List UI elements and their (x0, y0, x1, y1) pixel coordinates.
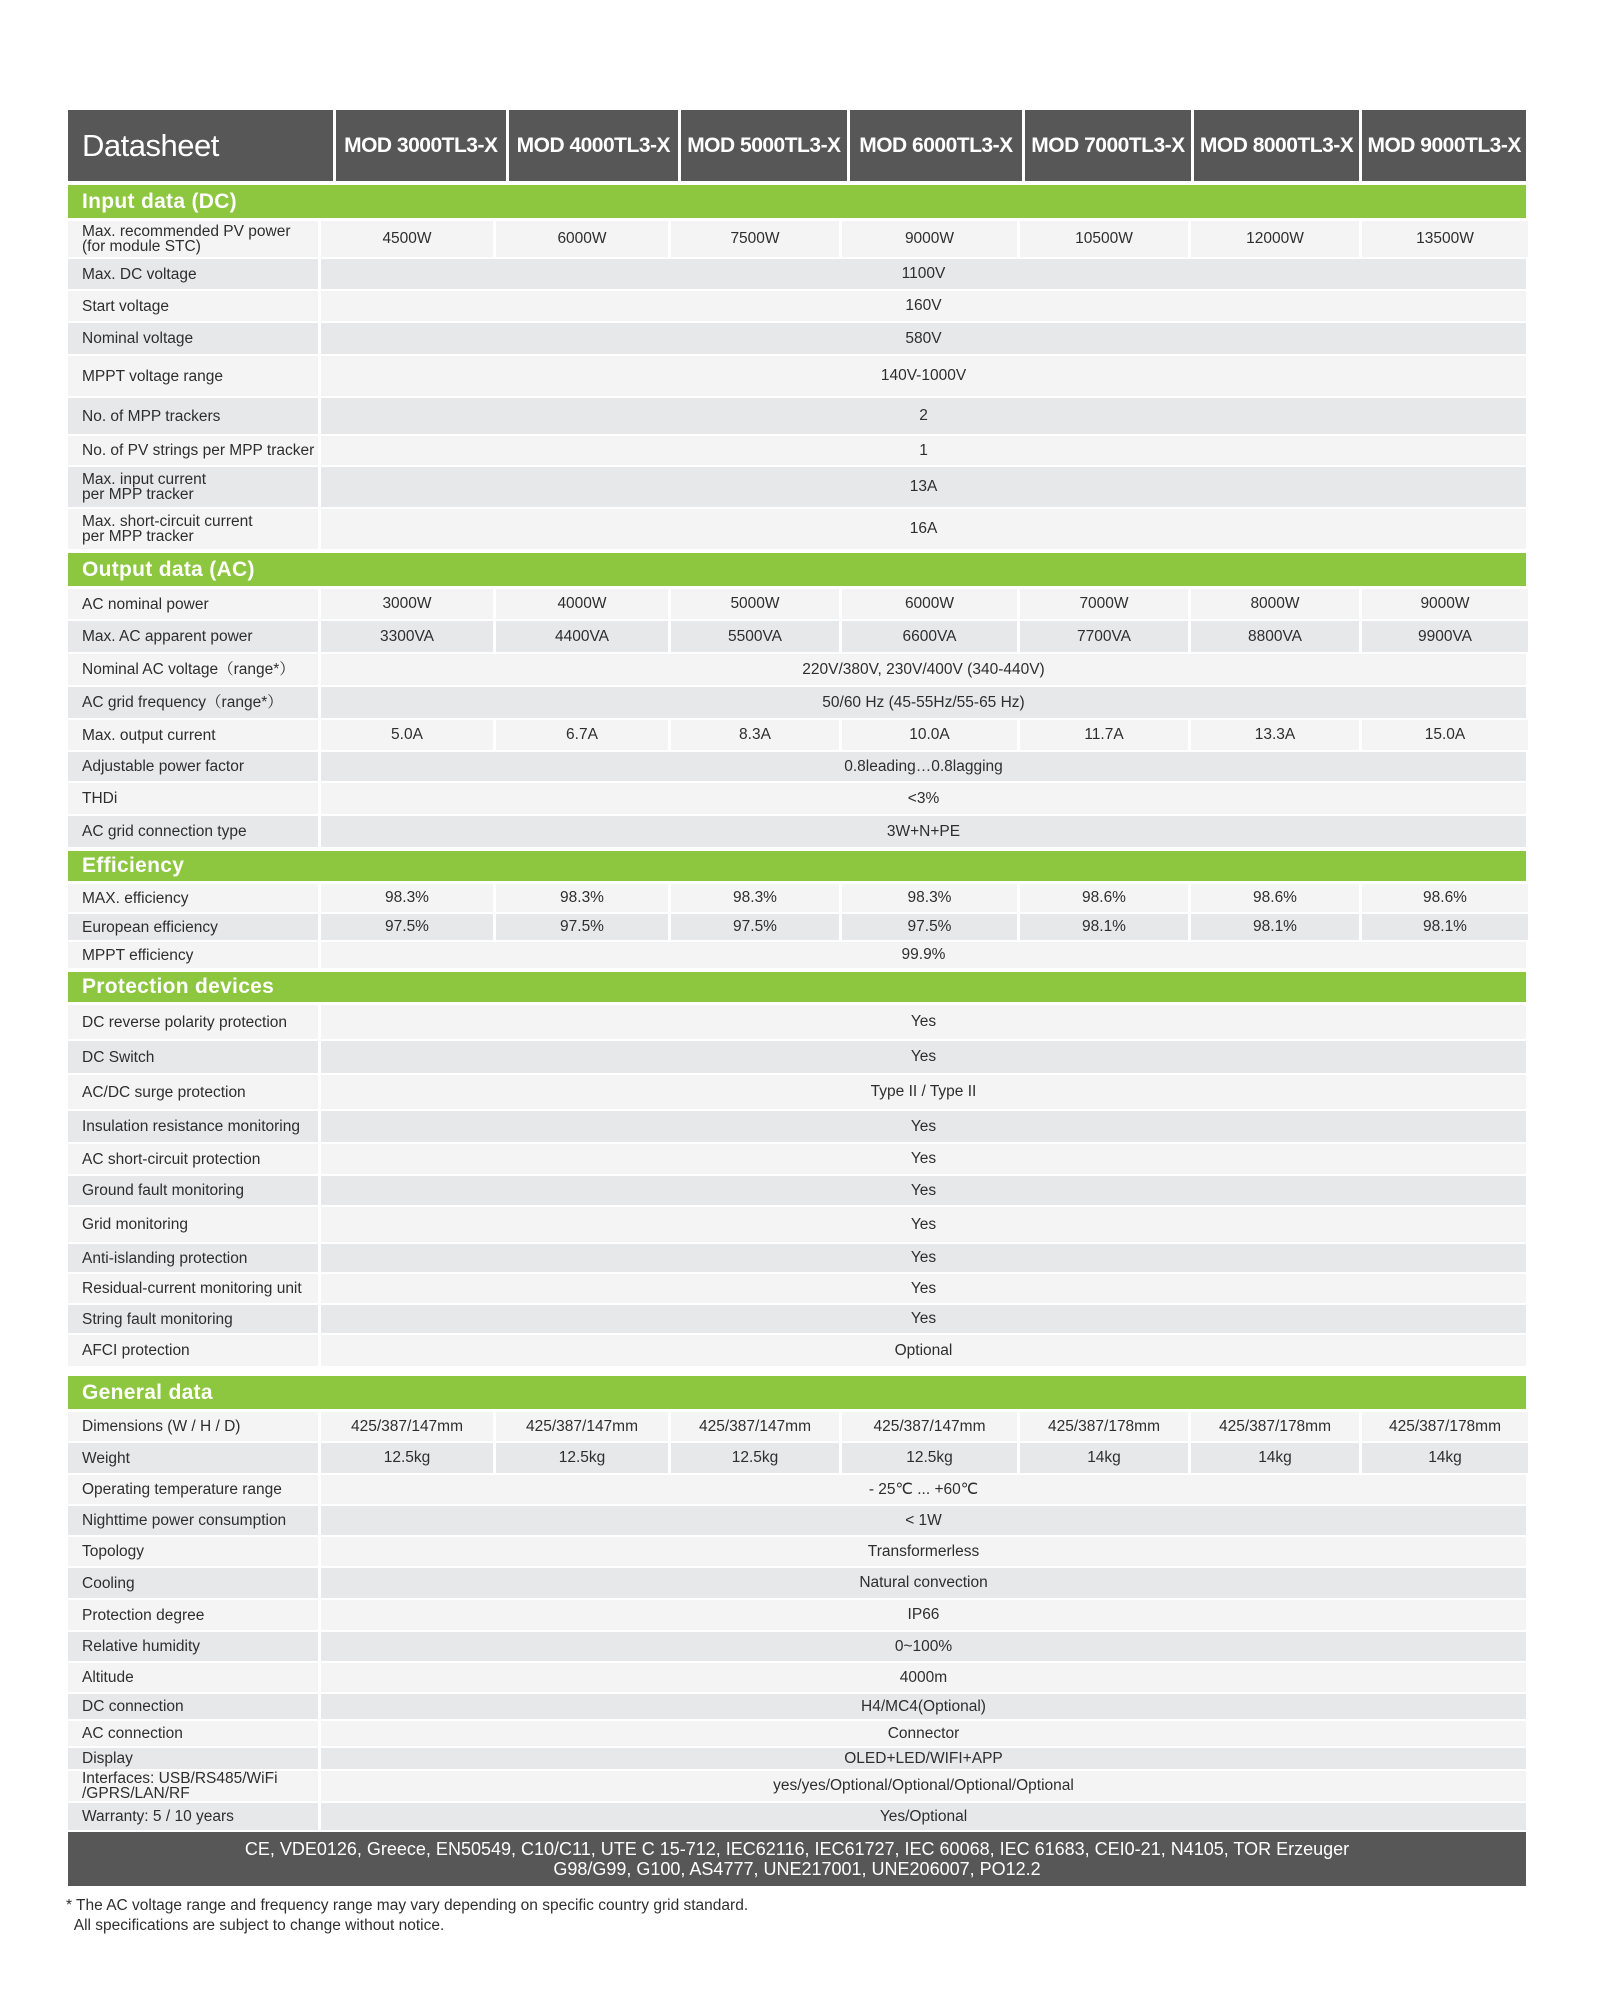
spec-label-line: Anti-islanding protection (82, 1249, 248, 1267)
spec-value: 12.5kg (496, 1443, 668, 1473)
spec-value: 6000W (496, 221, 668, 257)
certifications-line: CE, VDE0126, Greece, EN50549, C10/C11, UTE C 15-712, IEC62116, IEC61727, IEC 60068, IEC 61683, CEI0-21, N4105, TOR Erzeuger (244, 1839, 1350, 1859)
spec-row (68, 1803, 1526, 1832)
spec-value-merged: - 25℃ ... +60℃ (321, 1475, 1526, 1504)
spec-label-line: /GPRS/LAN/RF (82, 1785, 190, 1802)
footnote-line: All specifications are subject to change without notice. (66, 1917, 445, 1934)
spec-label-line: Relative humidity (82, 1638, 201, 1655)
spec-value: 13500W (1362, 221, 1528, 257)
spec-label (68, 1600, 318, 1630)
spec-value: 3000W (321, 589, 493, 619)
spec-row (68, 1568, 1526, 1600)
spec-label (68, 1244, 318, 1272)
spec-value: 4400VA (496, 621, 668, 652)
spec-label-line: per MPP tracker (82, 528, 194, 545)
spec-label-line: AC grid frequency（range*） (82, 694, 283, 711)
spec-label-line: Nominal voltage (82, 330, 194, 347)
spec-label (68, 1144, 318, 1174)
spec-value-merged: Type II / Type II (321, 1075, 1526, 1109)
spec-label (68, 1632, 318, 1661)
spec-row (68, 816, 1526, 849)
spec-label (68, 1694, 318, 1719)
spec-label (68, 1305, 318, 1333)
spec-value-merged: Yes (321, 1176, 1526, 1205)
spec-value: 5.0A (321, 720, 493, 750)
spec-value-merged: Natural convection (321, 1568, 1526, 1598)
spec-label-line: AFCI protection (82, 1342, 190, 1359)
spec-value: 425/387/147mm (671, 1412, 839, 1441)
spec-value: 15.0A (1362, 720, 1528, 750)
spec-label-line: per MPP tracker (82, 486, 194, 503)
spec-value: 11.7A (1020, 720, 1188, 750)
spec-label (68, 1721, 318, 1746)
spec-value: 8.3A (671, 720, 839, 750)
spec-label-line: Grid monitoring (82, 1216, 188, 1233)
model-header: MOD 7000TL3-X (1025, 110, 1191, 181)
spec-value: 9000W (1362, 589, 1528, 619)
spec-value: 4000W (496, 589, 668, 619)
section-header: Output data (AC) (68, 553, 1526, 586)
spec-label (68, 752, 318, 781)
spec-label (68, 687, 318, 718)
spec-label (68, 467, 318, 507)
spec-value: 6000W (842, 589, 1017, 619)
spec-value-merged: 580V (321, 323, 1526, 354)
spec-label-line: DC Switch (82, 1048, 155, 1066)
spec-label (68, 1274, 318, 1303)
spec-value: 97.5% (496, 914, 668, 940)
spec-label-line: Residual-current monitoring unit (82, 1280, 302, 1297)
spec-row (68, 1632, 1526, 1663)
spec-label (68, 654, 318, 685)
spec-value: 8800VA (1191, 621, 1359, 652)
spec-label (68, 221, 318, 257)
spec-value: 14kg (1020, 1443, 1188, 1473)
spec-value-merged: 13A (321, 467, 1526, 507)
spec-label (68, 1663, 318, 1692)
spec-row (68, 1144, 1526, 1176)
spec-row (68, 1176, 1526, 1207)
datasheet-title: Datasheet (68, 110, 333, 181)
spec-row (68, 1005, 1526, 1041)
spec-label-line: Max. output current (82, 726, 216, 744)
spec-label (68, 291, 318, 321)
spec-label (68, 1771, 318, 1801)
spec-label-line: String fault monitoring (82, 1310, 233, 1328)
spec-value-merged: Yes (321, 1305, 1526, 1333)
spec-value-merged: IP66 (321, 1600, 1526, 1630)
spec-row (68, 1748, 1526, 1771)
spec-value: 4500W (321, 221, 493, 257)
spec-value: 98.3% (842, 884, 1017, 912)
spec-label-line: AC short-circuit protection (82, 1150, 261, 1168)
spec-value-merged: 220V/380V, 230V/400V (340-440V) (321, 654, 1526, 685)
spec-value-merged: 1100V (321, 259, 1526, 289)
spec-row (68, 884, 1526, 914)
spec-row (68, 1274, 1526, 1305)
spec-value-merged: Yes (321, 1244, 1526, 1272)
spec-value: 98.1% (1020, 914, 1188, 940)
spec-value: 98.1% (1362, 914, 1528, 940)
spec-value: 10500W (1020, 221, 1188, 257)
spec-value-merged: yes/yes/Optional/Optional/Optional/Optional (321, 1771, 1526, 1801)
spec-row (68, 1111, 1526, 1144)
spec-value: 97.5% (842, 914, 1017, 940)
spec-value-merged: Transformerless (321, 1537, 1526, 1566)
spec-label-line: AC nominal power (82, 595, 209, 613)
spec-value-merged: OLED+LED/WIFI+APP (321, 1748, 1526, 1769)
spec-value: 12.5kg (671, 1443, 839, 1473)
spec-label (68, 816, 318, 847)
spec-label (68, 356, 318, 396)
spec-value: 5000W (671, 589, 839, 619)
spec-value: 7700VA (1020, 621, 1188, 652)
spec-label-line: MPPT efficiency (82, 946, 194, 964)
spec-label-line: Warranty: 5 / 10 years (82, 1808, 234, 1825)
footnote-line: * The AC voltage range and frequency range may vary depending on specific country grid standard. (66, 1897, 749, 1914)
spec-label-line: Max. DC voltage (82, 265, 197, 283)
spec-label-line: THDi (82, 790, 118, 807)
spec-value-merged: 99.9% (321, 942, 1526, 968)
spec-label-line: AC connection (82, 1725, 183, 1742)
spec-value-merged: 3W+N+PE (321, 816, 1526, 847)
spec-value: 7500W (671, 221, 839, 257)
spec-label-line: Display (82, 1750, 133, 1767)
spec-value-merged: 0.8leading…0.8lagging (321, 752, 1526, 781)
spec-value-merged: H4/MC4(Optional) (321, 1694, 1526, 1719)
spec-value: 425/387/178mm (1191, 1412, 1359, 1441)
model-header: MOD 3000TL3-X (336, 110, 506, 181)
spec-value-merged: Yes (321, 1111, 1526, 1142)
spec-label-line: DC connection (82, 1698, 184, 1715)
spec-value-merged: < 1W (321, 1506, 1526, 1535)
spec-label-line: European efficiency (82, 918, 218, 936)
spec-value-merged: <3% (321, 783, 1526, 814)
spec-value: 8000W (1191, 589, 1359, 619)
spec-value-merged: 4000m (321, 1663, 1526, 1692)
spec-row (68, 356, 1526, 398)
spec-value: 98.3% (496, 884, 668, 912)
model-header: MOD 9000TL3-X (1362, 110, 1526, 181)
spec-row (68, 1244, 1526, 1274)
spec-value-merged: Yes (321, 1274, 1526, 1303)
spec-value: 7000W (1020, 589, 1188, 619)
spec-value: 98.3% (671, 884, 839, 912)
spec-value-merged: 0~100% (321, 1632, 1526, 1661)
spec-value-merged: 160V (321, 291, 1526, 321)
spec-label (68, 1075, 318, 1109)
spec-label-line: Dimensions (W / H / D) (82, 1418, 241, 1435)
certifications-line: G98/G99, G100, AS4777, UNE217001, UNE206007, PO12.2 (553, 1859, 1041, 1879)
spec-value: 12.5kg (321, 1443, 493, 1473)
spec-label-line: MAX. efficiency (82, 889, 189, 907)
spec-value: 14kg (1191, 1443, 1359, 1473)
spec-value-merged: 140V-1000V (321, 356, 1526, 396)
spec-row (68, 221, 1526, 259)
spec-row (68, 1694, 1526, 1721)
spec-label-line: Protection degree (82, 1606, 205, 1624)
spec-row (68, 752, 1526, 783)
spec-value: 3300VA (321, 621, 493, 652)
spec-label-line: AC grid connection type (82, 823, 247, 840)
spec-row (68, 720, 1526, 752)
spec-label (68, 1748, 318, 1769)
spec-row (68, 1075, 1526, 1111)
spec-value-merged: Yes (321, 1207, 1526, 1242)
section-header: Efficiency (68, 851, 1526, 881)
spec-row (68, 509, 1526, 551)
spec-label (68, 1335, 318, 1366)
spec-row (68, 1443, 1526, 1475)
spec-label-line: Start voltage (82, 297, 170, 315)
spec-row (68, 1475, 1526, 1506)
section-header: Protection devices (68, 972, 1526, 1002)
spec-value-merged: Optional (321, 1335, 1526, 1366)
spec-value: 6600VA (842, 621, 1017, 652)
spec-value: 14kg (1362, 1443, 1528, 1473)
spec-value: 425/387/147mm (496, 1412, 668, 1441)
spec-value-merged: Yes/Optional (321, 1803, 1526, 1830)
spec-value-merged: Yes (321, 1005, 1526, 1039)
spec-label (68, 1207, 318, 1242)
spec-value: 12000W (1191, 221, 1359, 257)
spec-row (68, 1771, 1526, 1803)
spec-label (68, 509, 318, 549)
spec-row (68, 1506, 1526, 1537)
spec-value-merged: 2 (321, 398, 1526, 434)
footnote (66, 1896, 1526, 1936)
spec-row (68, 914, 1526, 942)
spec-label (68, 1005, 318, 1039)
spec-value: 425/387/147mm (842, 1412, 1017, 1441)
spec-row (68, 1537, 1526, 1568)
spec-value-merged: 50/60 Hz (45-55Hz/55-65 Hz) (321, 687, 1526, 718)
spec-label-line: No. of PV strings per MPP tracker (82, 442, 315, 459)
spec-value: 98.3% (321, 884, 493, 912)
spec-value: 425/387/178mm (1362, 1412, 1528, 1441)
spec-label (68, 436, 318, 465)
header-row (68, 110, 1526, 181)
spec-label-line: Topology (82, 1543, 145, 1560)
spec-row (68, 1041, 1526, 1075)
spec-label (68, 398, 318, 434)
spec-label (68, 259, 318, 289)
spec-label (68, 1475, 318, 1504)
spec-row (68, 589, 1526, 621)
spec-row (68, 687, 1526, 720)
spec-row (68, 1305, 1526, 1335)
spec-row (68, 436, 1526, 467)
spec-value-merged: Yes (321, 1144, 1526, 1174)
spec-label-line: Nighttime power consumption (82, 1512, 287, 1529)
spec-value: 98.1% (1191, 914, 1359, 940)
spec-value: 10.0A (842, 720, 1017, 750)
spec-value-merged: Connector (321, 1721, 1526, 1746)
spec-label-line: Max. AC apparent power (82, 628, 253, 645)
spec-label (68, 1537, 318, 1566)
spec-label (68, 783, 318, 814)
spec-value: 9000W (842, 221, 1017, 257)
spec-label (68, 323, 318, 354)
spec-label-line: AC/DC surge protection (82, 1083, 246, 1101)
spec-row (68, 1600, 1526, 1632)
spec-label-line: Max. input current (82, 471, 207, 488)
spec-row (68, 323, 1526, 356)
spec-label-line: Cooling (82, 1574, 135, 1592)
spec-value: 5500VA (671, 621, 839, 652)
spec-value: 425/387/147mm (321, 1412, 493, 1441)
spec-value: 97.5% (671, 914, 839, 940)
spec-label-line: Nominal AC voltage（range*） (82, 661, 295, 678)
spec-label (68, 1111, 318, 1142)
section-header: Input data (DC) (68, 185, 1526, 218)
spec-value: 13.3A (1191, 720, 1359, 750)
spec-value: 9900VA (1362, 621, 1528, 652)
spec-label-line: Adjustable power factor (82, 758, 244, 775)
spec-row (68, 291, 1526, 323)
spec-row (68, 654, 1526, 687)
spec-label (68, 1041, 318, 1073)
spec-label-line: Max. recommended PV power (82, 223, 291, 240)
spec-label (68, 621, 318, 652)
spec-label (68, 720, 318, 750)
spec-value: 425/387/178mm (1020, 1412, 1188, 1441)
spec-label-line: Ground fault monitoring (82, 1182, 244, 1199)
model-header: MOD 5000TL3-X (681, 110, 847, 181)
spec-row (68, 467, 1526, 509)
spec-label (68, 589, 318, 619)
spec-row (68, 1207, 1526, 1244)
datasheet-table (68, 110, 1526, 1936)
spec-label (68, 1176, 318, 1205)
spec-label-line: Insulation resistance monitoring (82, 1118, 300, 1135)
spec-label (68, 884, 318, 912)
spec-value: 12.5kg (842, 1443, 1017, 1473)
spec-label (68, 942, 318, 968)
model-header: MOD 4000TL3-X (509, 110, 679, 181)
spec-label (68, 1412, 318, 1441)
spec-row (68, 783, 1526, 816)
certifications-bar (68, 1832, 1526, 1886)
spec-label-line: (for module STC) (82, 238, 201, 255)
spec-label (68, 914, 318, 940)
spec-row (68, 1663, 1526, 1694)
section-header: General data (68, 1376, 1526, 1409)
spec-label-line: Weight (82, 1449, 130, 1467)
spec-row (68, 398, 1526, 436)
spec-value: 6.7A (496, 720, 668, 750)
spec-value-merged: 1 (321, 436, 1526, 465)
spec-label (68, 1803, 318, 1830)
spec-value: 98.6% (1020, 884, 1188, 912)
spec-label (68, 1506, 318, 1535)
model-header: MOD 8000TL3-X (1194, 110, 1360, 181)
spec-row (68, 942, 1526, 970)
spec-row (68, 621, 1526, 654)
spec-label-line: Altitude (82, 1669, 134, 1686)
spec-label (68, 1443, 318, 1473)
spec-row (68, 1335, 1526, 1368)
spec-value: 98.6% (1191, 884, 1359, 912)
model-header: MOD 6000TL3-X (850, 110, 1023, 181)
spec-label-line: Interfaces: USB/RS485/WiFi (82, 1770, 278, 1787)
spec-row (68, 1412, 1526, 1443)
spec-value-merged: 16A (321, 509, 1526, 549)
spec-label-line: DC reverse polarity protection (82, 1013, 288, 1031)
spec-label-line: Operating temperature range (82, 1481, 282, 1498)
spec-value-merged: Yes (321, 1041, 1526, 1073)
spec-row (68, 259, 1526, 291)
spec-label-line: MPPT voltage range (82, 367, 224, 385)
spec-label-line: No. of MPP trackers (82, 407, 221, 425)
spec-row (68, 1721, 1526, 1748)
spec-label (68, 1568, 318, 1598)
spec-value: 98.6% (1362, 884, 1528, 912)
spec-label-line: Max. short-circuit current (82, 513, 253, 530)
spec-value: 97.5% (321, 914, 493, 940)
